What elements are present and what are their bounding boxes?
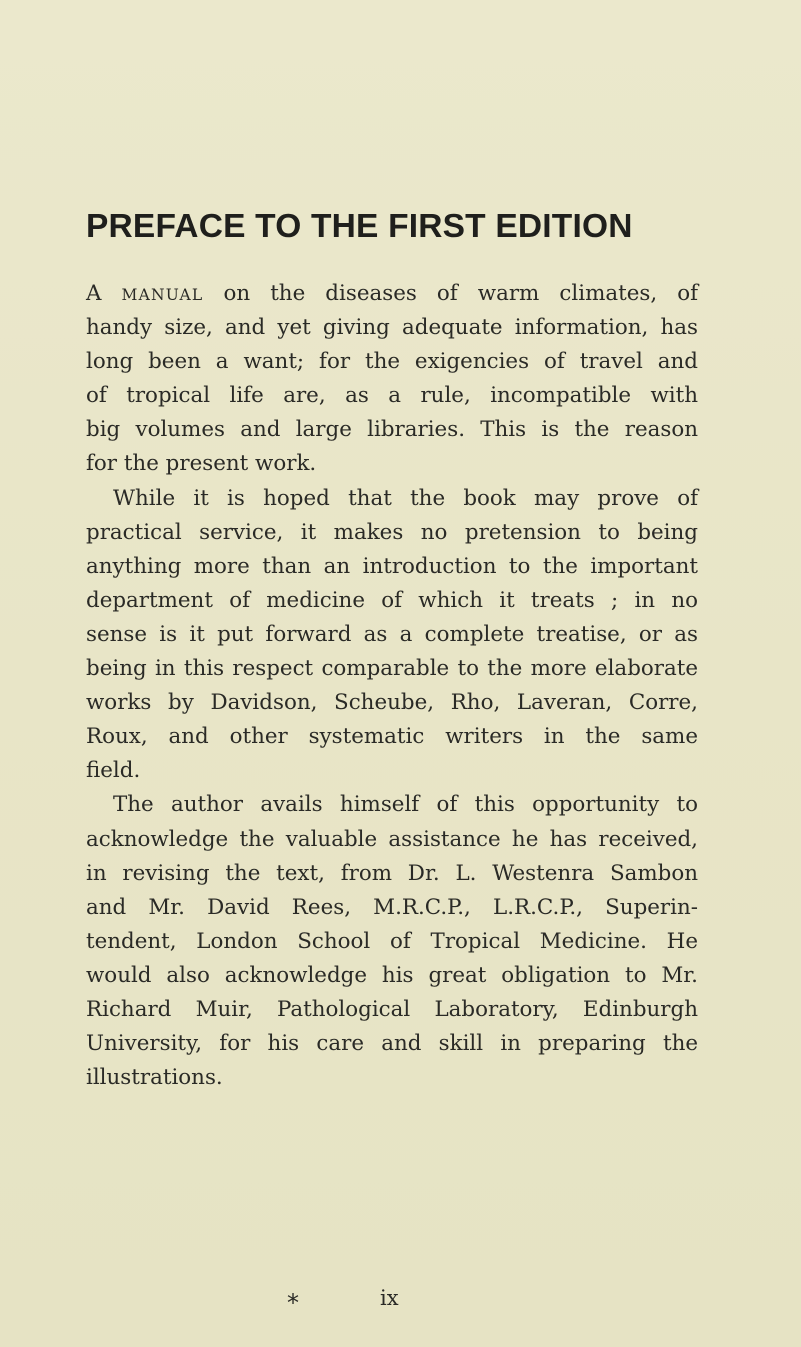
paragraph-2 — [86, 482, 698, 789]
paragraph-1-line-1 — [86, 277, 698, 311]
text-line: department of medicine of which it treats ; in no — [86, 587, 698, 613]
page-number: ix — [380, 1286, 399, 1310]
page-footer — [0, 1286, 801, 1323]
text-line: of tropical life are, as a rule, incompatible with — [86, 383, 698, 409]
text-line: The author avails himself of this opportunity to — [113, 792, 698, 818]
signature-mark: * — [287, 1289, 299, 1317]
paragraph-3 — [86, 788, 698, 1095]
text-line: handy size, and yet giving adequate information, has — [86, 315, 698, 341]
text-line: would also acknowledge his great obligation to Mr. — [86, 962, 698, 988]
paragraph-initial: A — [86, 281, 122, 306]
text-line: Roux, and other systematic writers in the same — [86, 724, 698, 750]
text-line: tendent, London School of Tropical Medicine. He — [86, 928, 698, 954]
paragraph-1 — [86, 277, 698, 482]
text-line: long been a want; for the exigencies of travel and — [86, 349, 698, 375]
text-line: Richard Muir, Pathological Laboratory, Edinburgh — [86, 996, 698, 1022]
text-line: While it is hoped that the book may prove of — [113, 485, 698, 511]
paragraph-1-line-1-rest: on the diseases of warm climates, of — [203, 281, 698, 306]
text-line: for the present work. — [86, 451, 317, 477]
text-line: illustrations. — [86, 1065, 223, 1091]
text-line: field. — [86, 758, 141, 784]
text-line: being in this respect comparable to the more elaborate — [86, 656, 698, 682]
text-line: acknowledge the valuable assistance he has received, — [86, 826, 698, 852]
text-line: big volumes and large libraries. This is the reason — [86, 417, 698, 443]
text-line: and Mr. David Rees, M.R.C.P., L.R.C.P., Superin- — [86, 894, 698, 920]
preface-body — [86, 277, 698, 1095]
text-line: anything more than an introduction to the important — [86, 553, 698, 579]
page-title: PREFACE TO THE FIRST EDITION — [86, 208, 633, 245]
text-line: works by Davidson, Scheube, Rho, Laveran, Corre, — [86, 690, 698, 716]
text-line: University, for his care and skill in preparing the — [86, 1031, 698, 1057]
text-line: practical service, it makes no pretension to being — [86, 519, 698, 545]
text-line: in revising the text, from Dr. L. Westenra Sambon — [86, 860, 698, 886]
paragraph-lead-smallcaps: MANUAL — [121, 286, 204, 304]
text-line: sense is it put forward as a complete treatise, or as — [86, 621, 698, 647]
